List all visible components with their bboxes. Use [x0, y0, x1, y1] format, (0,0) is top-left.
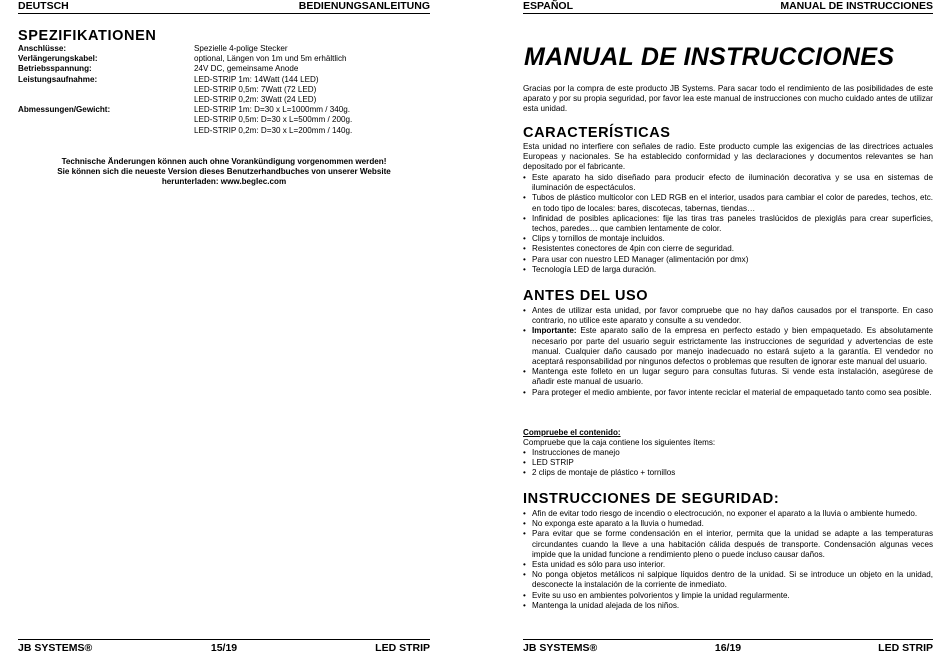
spec-value: LED-STRIP 0,2m: 3Watt (24 LED): [194, 95, 317, 105]
left-header-language: DEUTSCH: [18, 0, 69, 12]
spec-label: Anschlüsse:: [18, 44, 67, 53]
bullet-icon: •: [523, 326, 526, 336]
list-item: [523, 591, 933, 601]
bullet-icon: •: [523, 560, 526, 570]
right-footer-brand: JB SYSTEMS®: [523, 642, 598, 654]
right-header-title: MANUAL DE INSTRUCCIONES: [780, 0, 933, 12]
revision-notice: [18, 157, 430, 188]
list-item: [523, 193, 933, 213]
list-item-text: Antes de utilizar esta unidad, por favor compruebe que no hay daños causados por el transporte. En caso contrario, no utilice este aparato y consulte a su vendedor.: [532, 306, 933, 326]
right-header-language: ESPAÑOL: [523, 0, 573, 12]
list-item-emphasis: Importante:: [532, 326, 577, 336]
spec-label: [18, 115, 194, 125]
safety-list: [523, 509, 933, 611]
list-item: [523, 326, 933, 367]
list-item-text: Infinidad de posibles aplicaciones: fije las tiras tras paneles traslúcidos de plexiglás para crear superficies, techos, paredes… que cambien lentamente de color.: [532, 213, 933, 234]
list-item-text: Instrucciones de manejo: [532, 448, 620, 457]
main-title: MANUAL DE INSTRUCCIONES: [524, 43, 895, 71]
spec-row: [18, 54, 430, 64]
left-footer-product: LED STRIP: [375, 642, 430, 654]
spec-row: [18, 95, 430, 105]
before-use-list: [523, 306, 933, 398]
bullet-icon: •: [523, 173, 526, 182]
bullet-icon: •: [523, 367, 526, 377]
list-item-text: Para proteger el medio ambiente, por favor intente reciclar el material de empaquetado tanto como sea posible.: [532, 387, 932, 397]
features-title: CARACTERÍSTICAS: [523, 125, 671, 141]
list-item-text: Mantenga la unidad alejada de los niños.: [532, 600, 680, 610]
bullet-icon: •: [523, 519, 526, 529]
spec-row: [18, 126, 430, 136]
features-list: [523, 173, 933, 275]
spec-value: LED-STRIP 0,5m: D=30 x L=500mm / 200g.: [194, 115, 353, 125]
bullet-icon: •: [523, 306, 526, 315]
bullet-icon: •: [523, 458, 526, 468]
spec-label: Verlängerungskabel:: [18, 54, 98, 64]
bullet-icon: •: [523, 244, 526, 254]
spec-label: Leistungsaufnahme:: [18, 74, 98, 84]
bullet-icon: •: [523, 448, 526, 457]
safety-title: INSTRUCCIONES DE SEGURIDAD:: [523, 491, 780, 507]
spec-table: [18, 44, 430, 136]
left-footer-page-number: 15/19: [210, 642, 238, 654]
spec-row: [18, 64, 430, 74]
spec-value: LED-STRIP 1m: D=30 x L=1000mm / 340g.: [194, 105, 350, 115]
list-item: [523, 367, 933, 387]
list-item-text: Para evitar que se forme condensación en el interior, permita que la unidad se adapte a las temperaturas circundantes cuando la lleve a una habitación cálida después de transporte. Condensación algunas veces impide que la unidad funcione a rendimiento pleno o puede incluso causar daños.: [532, 529, 933, 559]
list-item-text: Esta unidad es sólo para uso interior.: [532, 560, 666, 570]
contents-title: Compruebe el contenido:: [523, 428, 621, 437]
spec-section-title: SPEZIFIKATIONEN: [18, 28, 157, 44]
bullet-icon: •: [523, 509, 526, 518]
list-item-text: Afin de evitar todo riesgo de incendio o electrocución, no exponer el aparato a la lluvia o ambiente humedo.: [532, 509, 918, 518]
before-use-title: ANTES DEL USO: [523, 288, 649, 304]
bullet-icon: •: [523, 213, 526, 223]
right-footer-page-number: 16/19: [714, 642, 742, 654]
right-footer: [523, 639, 933, 654]
list-item: [523, 388, 933, 398]
spec-row: [18, 105, 430, 115]
bullet-icon: •: [523, 570, 526, 580]
left-footer-brand: JB SYSTEMS®: [18, 642, 93, 654]
spec-row: [18, 75, 430, 85]
bullet-icon: •: [523, 529, 526, 539]
list-item: [523, 255, 933, 265]
list-item: [523, 560, 933, 570]
right-header: [523, 0, 933, 14]
list-item: [523, 448, 933, 458]
spec-label: Betriebsspannung:: [18, 64, 92, 74]
spec-label: [18, 126, 194, 136]
list-item: [523, 173, 933, 193]
spec-value: 24V DC, gemeinsame Anode: [194, 64, 299, 74]
left-footer: [18, 639, 430, 654]
list-item: [523, 458, 933, 468]
bullet-icon: •: [523, 468, 526, 478]
notice-line: Technische Änderungen können auch ohne Vorankündigung vorgenommen werden!: [61, 157, 387, 166]
list-item-text: Para usar con nuestro LED Manager (alimentación por dmx): [532, 254, 749, 264]
spec-value: Spezielle 4-polige Stecker: [194, 44, 288, 53]
intro-paragraph: Gracias por la compra de este producto JB Systems. Para sacar todo el rendimiento de las posibilidades de este aparato y por su propia seguridad, por favor lea este manual de instrucciones con mucho cuidado antes de utilizar esta unidad.: [523, 84, 933, 114]
list-item-text: No exponga este aparato a la lluvia o humedad.: [532, 519, 704, 529]
spec-row: [18, 115, 430, 125]
list-item-text: Tecnología LED de larga duración.: [532, 264, 657, 274]
right-page: [523, 0, 933, 654]
spec-label: [18, 95, 194, 105]
list-item-text: Evite su uso en ambientes polvorientos y limpie la unidad regularmente.: [532, 590, 790, 600]
list-item: [523, 214, 933, 234]
list-item: [523, 509, 933, 519]
contents-list: [523, 448, 933, 479]
list-item: [523, 519, 933, 529]
spec-row: [18, 44, 430, 54]
bullet-icon: •: [523, 590, 526, 600]
bullet-icon: •: [523, 600, 526, 610]
bullet-icon: •: [523, 264, 526, 274]
list-item-text: Resistentes conectores de 4pin con cierre de seguridad.: [532, 244, 735, 254]
list-item: [523, 306, 933, 326]
spec-value: LED-STRIP 0,5m: 7Watt (72 LED): [194, 84, 317, 94]
list-item: [523, 468, 933, 478]
list-item-text: LED STRIP: [532, 458, 574, 468]
spec-row: [18, 85, 430, 95]
bullet-icon: •: [523, 254, 526, 264]
bullet-icon: •: [523, 193, 526, 203]
list-item-text: Clips y tornillos de montaje incluidos.: [532, 234, 665, 244]
spec-value: LED-STRIP 0,2m: D=30 x L=200mm / 140g.: [194, 125, 353, 135]
notice-line: Sie können sich die neueste Version dieses Benutzerhandbuches von unserer Website: [57, 167, 391, 177]
notice-line: herunterladen: www.beglec.com: [161, 177, 287, 187]
features-intro: Esta unidad no interfiere con señales de radio. Este producto cumple las exigencias de las directrices actuales Europeas y nacionales. Se ha establecido conformidad y las declaraciones y documentos relevantes se han depositado por el fabricante.: [523, 142, 933, 172]
list-item-text: Tubos de plástico multicolor con LED RGB en el interior, usados para cambiar el color de paredes, techos, etc. en todo tipo de locales: bares, discotecas, tabernas, tiendas…: [532, 193, 933, 213]
list-item: [523, 601, 933, 611]
list-item-text: Este aparato salio de la empresa en perfecto estado y bien empaquetado. Es absolutamente necesario por parte del usuario seguir estrictamente las instrucciones de seguridad y advertencias de este manual. Cualquier daño causado por manejo inadecuado no estará sujeto a la garantía. El vendedor no aceptará responsabilidad por ningunos defectos o problemas que resulten de ignorar este manual del usuario.: [532, 326, 933, 367]
spec-value: LED-STRIP 1m: 14Watt (144 LED): [194, 74, 319, 84]
left-header-title: BEDIENUNGSANLEITUNG: [298, 0, 430, 12]
list-item-text: Este aparato ha sido diseñado para producir efecto de iluminación decorativa y se usa en sistemas de iluminación de espectáculos.: [532, 173, 933, 193]
left-header: [18, 0, 430, 14]
bullet-icon: •: [523, 387, 526, 397]
list-item: [523, 244, 933, 254]
list-item: [523, 529, 933, 560]
list-item: [523, 570, 933, 590]
list-item: [523, 265, 933, 275]
spec-label: [18, 85, 194, 95]
list-item-text: 2 clips de montaje de plástico + tornillos: [532, 468, 676, 478]
list-item: [523, 234, 933, 244]
left-page: [18, 0, 430, 654]
list-item-text: Mantenga este folleto en un lugar seguro para consultas futuras. Si vende esta instalación, asegúrese de añadir este manual de usuario.: [532, 367, 933, 387]
list-item-text: No ponga objetos metálicos ni salpique líquidos dentro de la unidad. Si se introduce un objeto en la unidad, desconecte la instalación de la corriente de inmediato.: [532, 570, 933, 590]
bullet-icon: •: [523, 234, 526, 244]
contents-intro: Compruebe que la caja contiene los siguientes ítems:: [523, 438, 716, 447]
spec-value: optional, Längen von 1m und 5m erhältlich: [194, 54, 347, 64]
spec-label: Abmessungen/Gewicht:: [18, 105, 111, 115]
right-footer-product: LED STRIP: [878, 642, 933, 654]
